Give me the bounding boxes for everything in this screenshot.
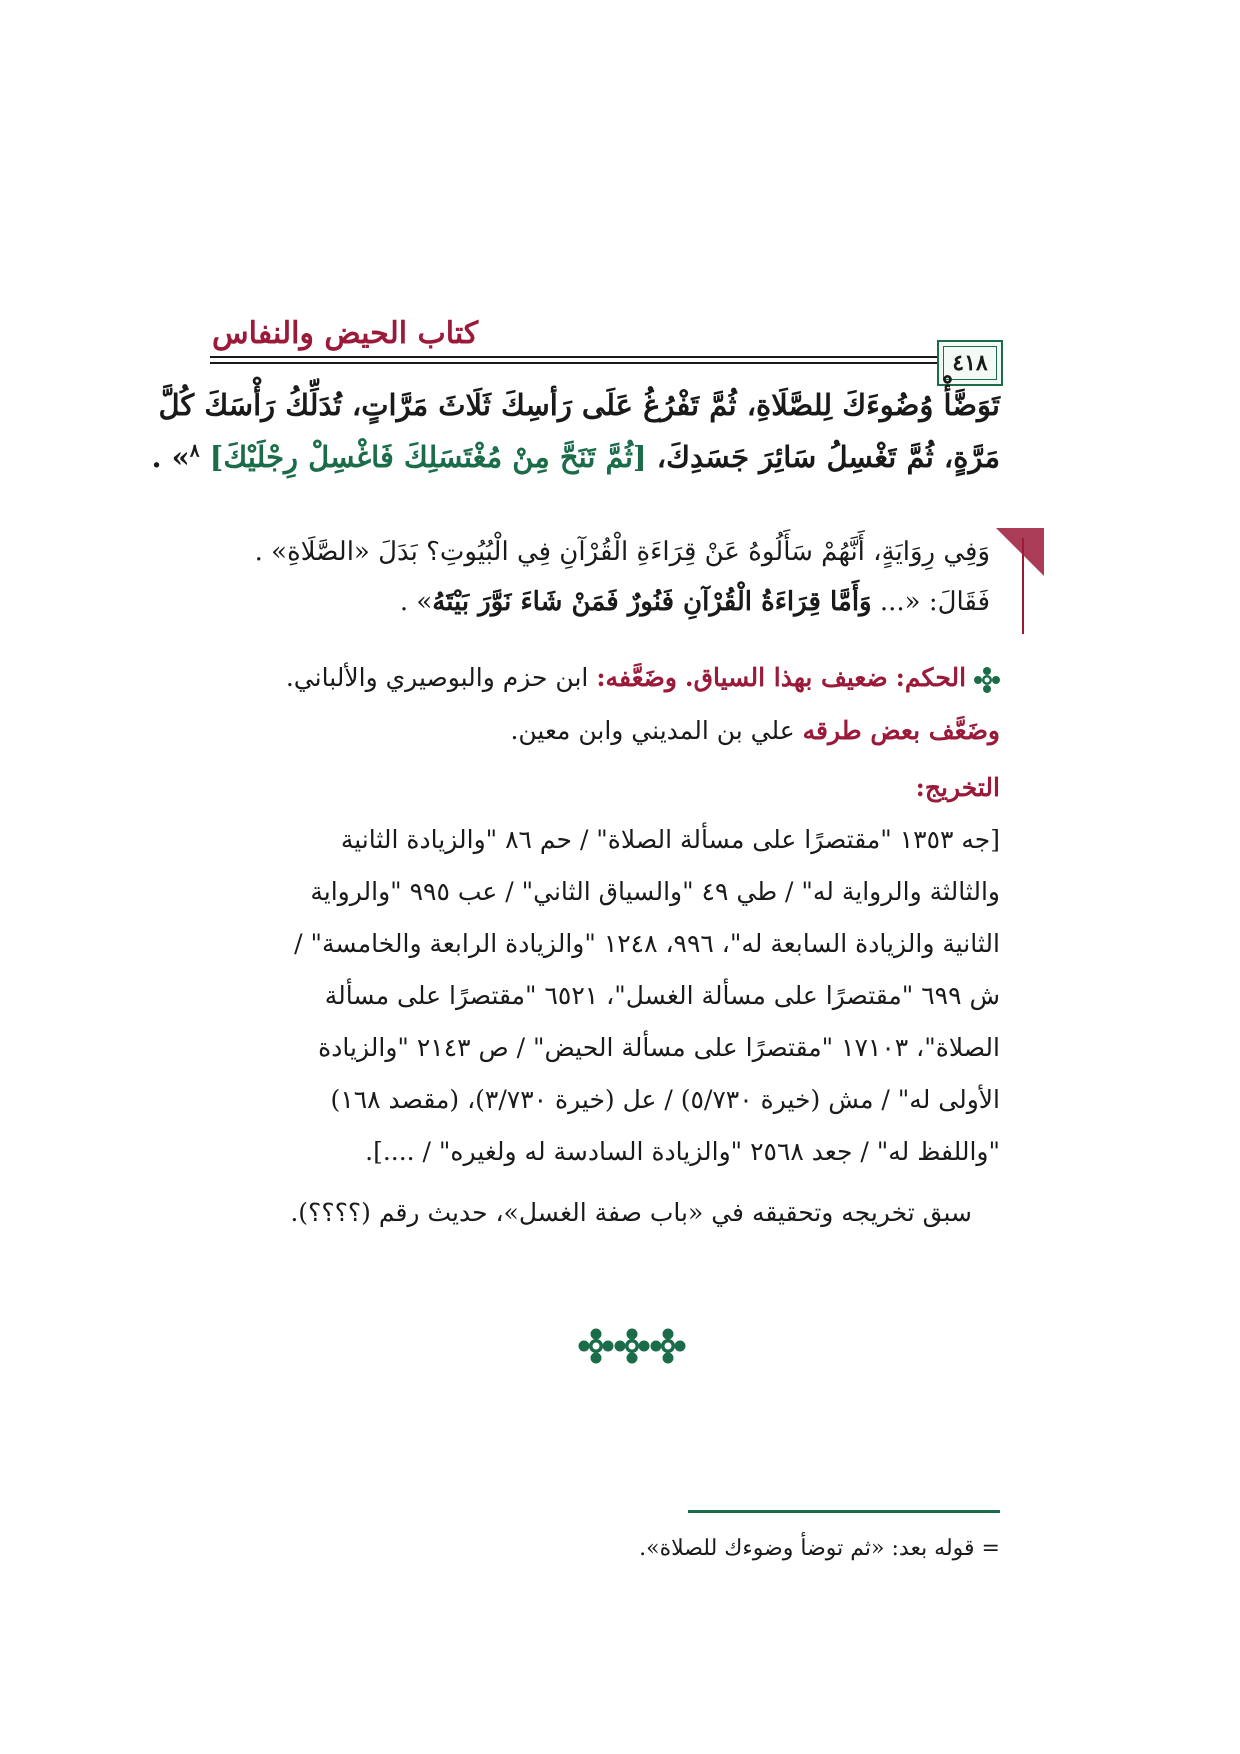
hadith-close: » . [151, 440, 190, 474]
hadith-line-2-main: مَرَّةٍ، ثُمَّ تَغْسِلُ سَائِرَ جَسَدِكَ، [656, 440, 1000, 474]
hadith-line-2 [151, 440, 1000, 474]
takhrij-label: التخريج: [915, 773, 1000, 802]
takhrij-line-4: ش ٦٩٩ "مقتصرًا على مسألة الغسل"، ٦٥٢١ "مقتصرًا على مسألة [324, 981, 1000, 1010]
page-number: ٤١٨ [952, 350, 988, 376]
narration-close: » . [399, 587, 433, 617]
page-number-badge [937, 340, 1003, 386]
weakened-by: ابن حزم والبوصيري والألباني. [285, 663, 589, 692]
footnote-ref: ٨ [189, 440, 200, 462]
flower-icon [650, 1328, 686, 1364]
narration-line-2 [210, 587, 990, 617]
ruling-line-1 [220, 663, 1000, 693]
corner-ornament [996, 528, 1044, 576]
flower-icon [578, 1328, 614, 1364]
narration-intro: فَقَالَ: «... [879, 587, 990, 617]
narration-quote: وَأَمَّا قِرَاءَةُ الْقُرْآنِ فَنُورٌ فَمَنْ شَاءَ نَوَّرَ بَيْتَهُ [432, 587, 872, 617]
takhrij-line-1: [جه ١٣٥٣ "مقتصرًا على مسألة الصلاة" / حم ٨٦ "والزيادة الثانية [340, 825, 1000, 854]
takhrij-line-3: الثانية والزيادة السابعة له"، ٩٩٦، ١٢٤٨ "والزيادة الرابعة والخامسة" / [294, 929, 1000, 958]
ruling-label: الحكم: [895, 663, 967, 692]
ruling-line-2 [220, 716, 1000, 745]
takhrij-line-5: الصلاة"، ١٧١٠٣ "مقتصرًا على مسألة الحيض" / ص ٢١٤٣ "والزيادة [318, 1033, 1000, 1062]
footnote-rule [688, 1510, 1000, 1513]
narration-line-1: وَفِي رِوَايَةٍ، أَنَّهُمْ سَأَلُوهُ عَنْ قِرَاءَةِ الْقُرْآنِ فِي الْبُيُوتِ؟ بَدَلَ «الصَّلَاةِ» . [254, 537, 990, 567]
weakened-label: وضَعَّفه: [596, 663, 677, 692]
flower-icon [614, 1328, 650, 1364]
side-rule [1022, 538, 1024, 634]
takhrij-line-2: والثالثة والرواية له" / طي ٤٩ "والسياق الثاني" / عب ٩٩٥ "والرواية [310, 877, 1000, 906]
partial-weakening-label: وضَعَّف بعض طرقه [802, 716, 1000, 745]
hadith-addition: [ثُمَّ تَنَحَّ مِنْ مُغْتَسَلِكَ فَاغْسِلْ رِجْلَيْكَ] [209, 440, 647, 474]
partial-weakening-by: علي بن المديني وابن معين. [510, 716, 795, 745]
ruling-verdict: ضعيف بهذا السياق. [684, 663, 888, 692]
takhrij-note: سبق تخريجه وتحقيقه في «باب صفة الغسل»، حديث رقم (؟؟؟؟). [290, 1198, 972, 1227]
header-rule-top [210, 356, 998, 358]
section-divider [578, 1328, 698, 1368]
chapter-title: كتاب الحيض والنفاس [212, 316, 479, 351]
footnote-text: = قوله بعد: «ثم توضأ وضوءك للصلاة». [639, 1536, 1000, 1561]
takhrij-line-6: الأولى له" / مش (خيرة ٥/٧٣٠) / عل (خيرة ٣/٧٣٠)، (مقصد ١٦٨) [330, 1085, 1000, 1114]
takhrij-line-7: "واللفظ له" / جعد ٢٥٦٨ "والزيادة السادسة له ولغيره" / ....]. [365, 1137, 1000, 1166]
header-rule-bottom [210, 362, 998, 364]
hadith-line-1: تَوَضَّأْ وُضُوءَكَ لِلصَّلَاةِ، ثُمَّ تَفْرُغُ عَلَى رَأسِكَ ثَلَاثَ مَرَّاتٍ، تُدَلِّكُ رَأْسَكَ كُلَّ [158, 388, 1000, 422]
flower-icon [974, 667, 1000, 693]
